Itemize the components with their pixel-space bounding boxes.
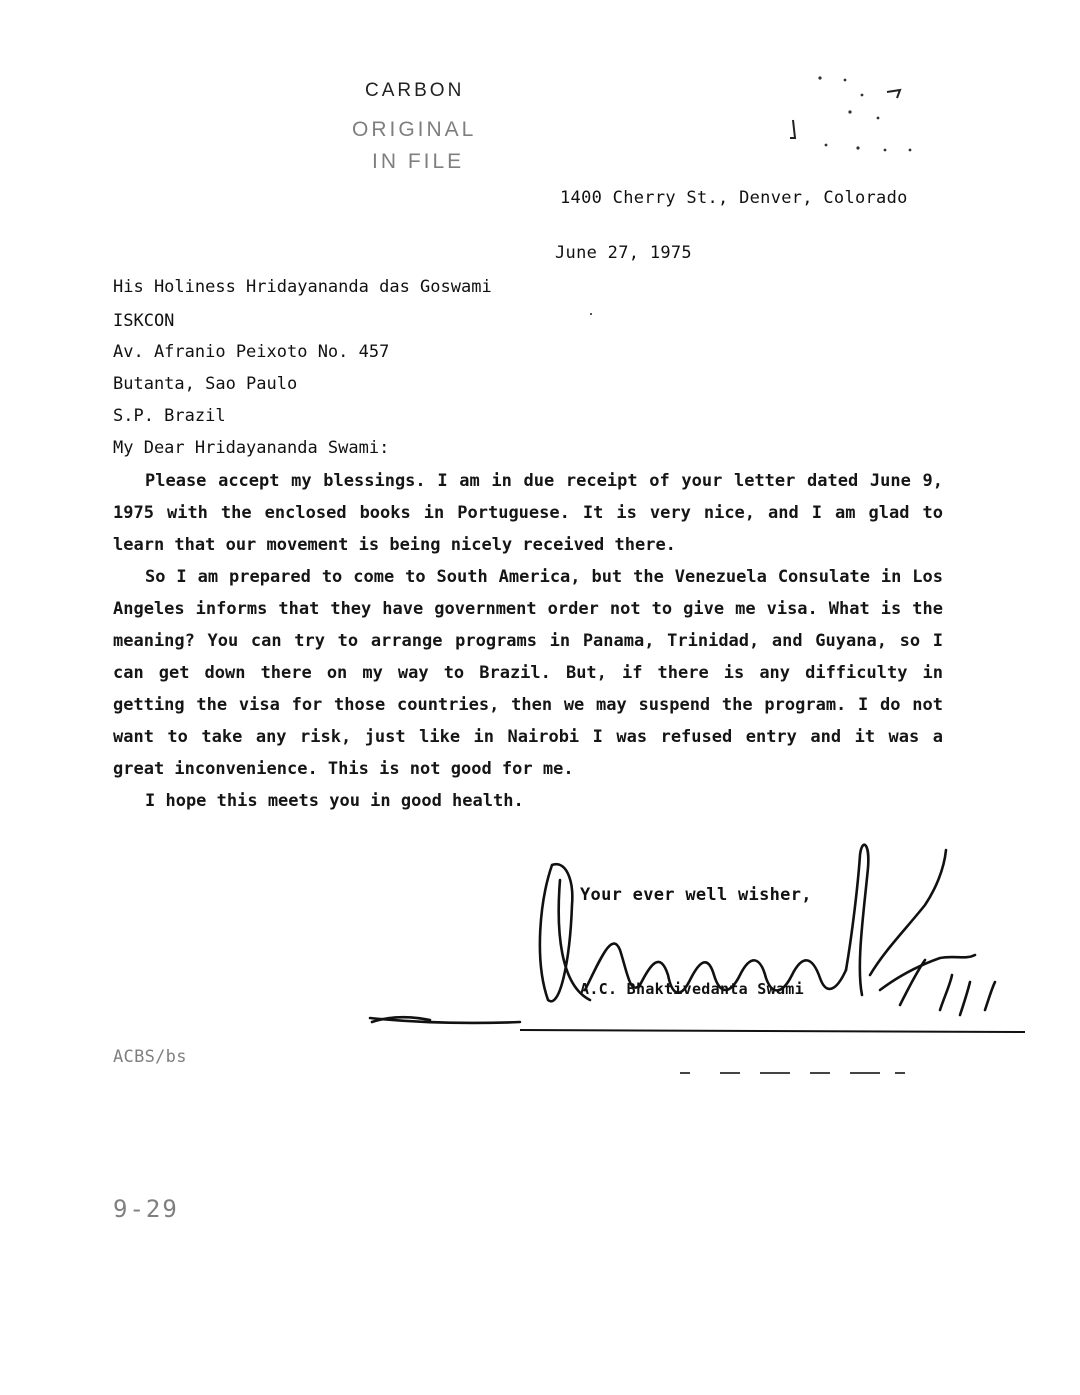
body-paragraph-1: Please accept my blessings. I am in due receipt of your letter dated June 9, 1975 with the enclosed books in Portuguese. It is very nice, and I am glad to learn that our movement is being nicely received there. (113, 471, 943, 555)
file-number: 9-29 (113, 1195, 179, 1223)
recipient-street: Av. Afranio Peixoto No. 457 (113, 342, 390, 362)
recipient-city: Butanta, Sao Paulo (113, 374, 298, 394)
letter-date: June 27, 1975 (555, 243, 692, 263)
body-paragraph-2: So I am prepared to come to South America, but the Venezuela Consulate in Los Angeles informs that they have government order not to give me visa. What is the meaning? You can try to arrange programs in Panama, Trinidad, and Guyana, so I can get down there on my way to Brazil. But, if there is any difficulty in getting the visa for those countries, then we may suspend the program. I do not want to take any risk, just like in Nairobi I was refused entry and it was a great inconvenience. This is not good for me. (113, 567, 943, 779)
recipient-organization: ISKCON (113, 311, 175, 331)
recipient-country: S.P. Brazil (113, 406, 226, 426)
sender-address: 1400 Cherry St., Denver, Colorado (560, 188, 908, 208)
original-stamp: ORIGINAL (352, 118, 477, 141)
recipient-name: His Holiness Hridayananda das Goswami (113, 277, 492, 297)
in-file-stamp: IN FILE (372, 150, 465, 173)
reference-initials: ACBS/bs (113, 1047, 187, 1067)
body-paragraph-3: I hope this meets you in good health. (145, 791, 524, 811)
salutation: My Dear Hridayananda Swami: (113, 438, 390, 458)
typed-name: A.C. Bhaktivedanta Swami (580, 980, 804, 998)
carbon-stamp: CARBON (365, 80, 465, 101)
valediction: Your ever well wisher, (580, 885, 812, 905)
